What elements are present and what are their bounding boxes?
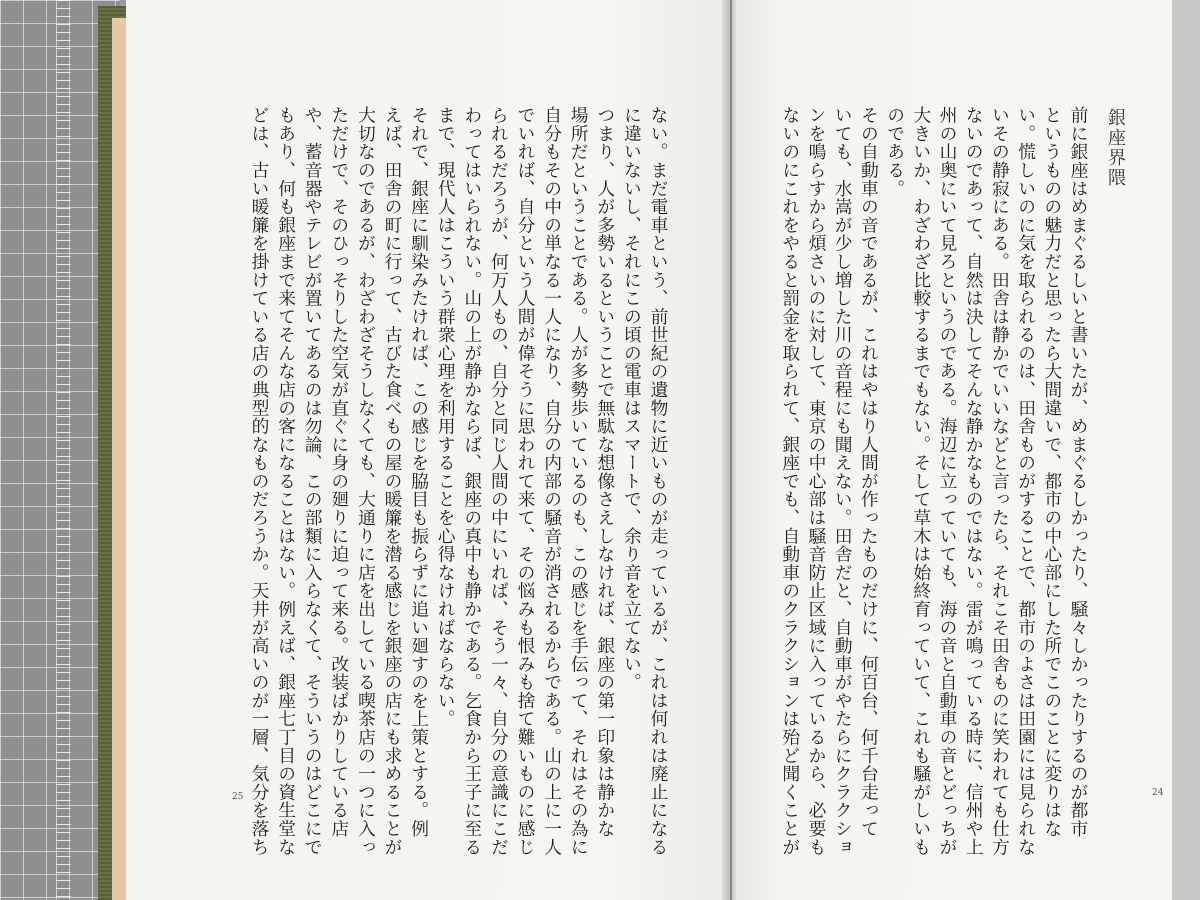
text-line: その自動車の音であるが、これはやはり人間が作ったものだけに、何百台、何千台走って [858,106,880,838]
text-line: まで、現代人はこういう群衆心理を利用することを心得なければならない。 [435,106,457,728]
text-line: でいれば、自分という人間が偉そうに思われて来て、その悩みも恨みも捨て難いものに感じ [515,106,536,856]
text-line: ないのであって、自然は決してそんな静かなものではない。雷が鳴っている時に、信州や上 [963,106,985,856]
text-line: どは、古い暖簾を掛けている店の典型的なものだろうか。天井が高いのが一層、気分を落ち [249,106,270,856]
text-line: られるだろうが、何万人もの、自分と同じ人間の中にいれば、そう一々、自分の意識にこだ [488,106,510,856]
text-line: 大きいか、わざわざ比較するまでもない。そして草木は始終育っていて、これも騒がしいも [910,106,932,856]
text-line: というものの魅力だと思ったら大間違いで、都市の中心部にした所でこのことに変りはな [1041,106,1063,838]
text-line: ないのにこれをやると罰金を取られて、銀座でも、自動車のクラクションは殆ど聞くことが [779,106,801,856]
text-line: 自分もその中の単なる一人になり、自分の内部の騒音が消されるからである。山の上に一人 [541,106,563,856]
page-number-left: 25 [232,792,244,802]
text-line: のである。 [884,106,906,198]
page-number-right: 24 [1152,788,1164,798]
text-line: 大切なのであるが、わざわざそうしなくても、大通りに店を出している喫茶店の一つに入っ [355,106,377,856]
text-line: ンを鳴らすから煩さいのに対して、東京の中心部は騒音防止区域に入っているから、必要も [806,106,827,856]
text-line: ただけで、そのひっそりした空気が直ぐに身の廻りに迫って来る。改装ばかりしている店 [328,106,350,838]
text-line: ない。まだ電車という、前世紀の遺物に近いものが走っているが、これは何れは廃止になる [648,106,669,856]
text-line: い。慌しいのに気を取られるのは、田舎ものがすることで、都市のよさは田園には見られな [1015,106,1037,856]
text-line: いても、水嵩が少し増した川の音程にも聞えない。田舎だと、自動車がやたらにクラクショ [832,106,854,856]
text-line: や、蓄音器やテレビが置いてあるのは勿論、この部類に入らなくて、そういうのはどこにで [302,106,324,856]
text-line: 前に銀座はめまぐるしいと書いたが、めまぐるしかったり、騒々しかったりするのが都市 [1068,106,1089,838]
running-head: 銀座界隈 [1105,108,1126,188]
text-line: もあり、何も銀座まで来てそんな店の客になることはない。例えば、銀座七丁目の資生堂な [275,106,297,856]
text-line: えば、田舎の町に行って、古びた食べもの屋の暖簾を潜る感じを銀座の店にも求めることが [382,106,403,856]
text-line: 場所だということである。人が多勢歩いているのも、この感じを手伝って、それはその為に [568,106,590,856]
cutting-mat-ruler [56,0,71,900]
text-line: に違いないし、それにこの頃の電車はスマートで、余り音を立てない。 [621,106,643,692]
background-strip [1170,0,1200,900]
text-line: 州の山奥にいて見ろというのである。海辺に立っていても、海の音と自動車の音とどっちが [937,106,958,856]
text-line: いその静寂にある。田舎は静かでいいなどと言ったら、それこそ田舎ものに笑われても仕方 [989,106,1011,856]
book-gutter [722,0,736,900]
text-line: それで、銀座に馴染みたければ、この感じを脇目も振らずに追い廻すのを上策とする。例 [408,106,430,838]
text-line: わってはいられない。山の上が静かならば、銀座の真中も静かである。乞食から王子に至る [461,106,483,856]
text-line: つまり、人が多勢いるということで無駄な想像さえしなければ、銀座の第一印象は静かな [594,106,616,838]
